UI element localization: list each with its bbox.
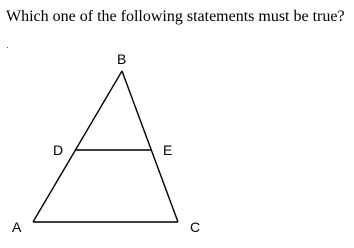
question-text: Which one of the following statements must be true? xyxy=(6,8,345,25)
label-a: A xyxy=(12,219,22,235)
label-c: C xyxy=(190,219,201,235)
label-b: B xyxy=(117,51,127,67)
label-d: D xyxy=(53,142,64,158)
side-ab xyxy=(33,71,122,222)
label-e: E xyxy=(163,142,173,158)
